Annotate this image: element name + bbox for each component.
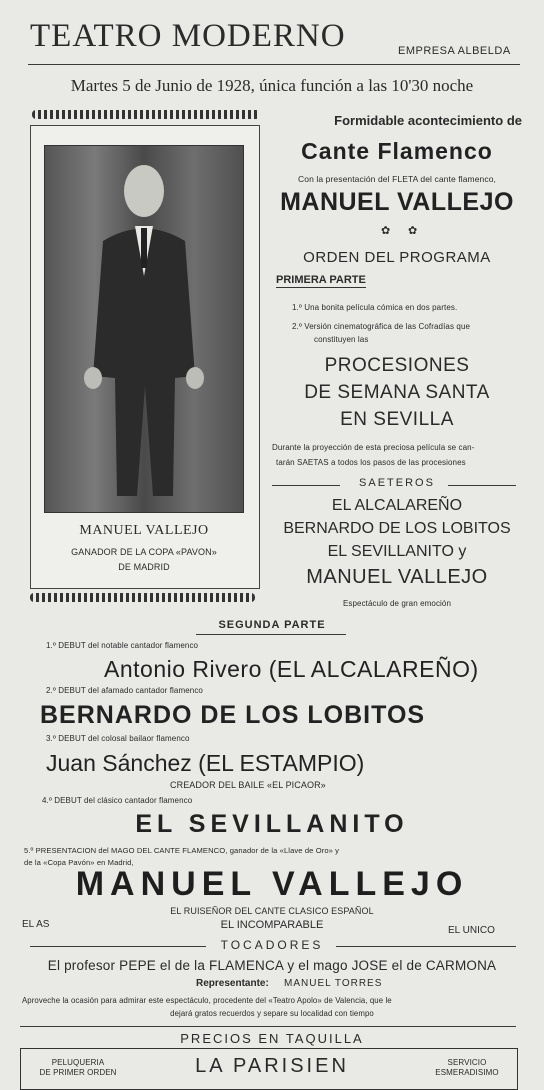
artist5-sub: EL RUISEÑOR DEL CANTE CLASICO ESPAÑOL [170,906,374,916]
star-name-top: MANUEL VALLEJO [280,188,514,216]
photo-caption-name: MANUEL VALLEJO [79,523,209,538]
procession-line-2: DE SEMANA SANTA [304,382,490,403]
photo-caption-line1: GANADOR DE LA COPA «PAVON» [71,547,217,557]
program-item-1: 1.º Una bonita película cómica en dos partes. [292,303,458,312]
representative-label: Representante: [196,978,269,989]
saetas-line-b: tarán SAETAS a todos los pasos de las procesiones [276,458,466,467]
event-line: Formidable acontecimiento de [334,113,522,128]
unico-label: EL UNICO [448,925,495,936]
ornament-top [32,110,260,119]
artist4-intro: 4.º DEBUT del clásico cantador flamenco [42,796,193,805]
artist2-intro: 2.º DEBUT del afamado cantador flamenco [46,686,203,695]
ornament-bottom [30,593,255,602]
ad-left-line1: PELUQUERIA [51,1058,105,1067]
header-rule [28,64,520,65]
emotion-line: Espectáculo de gran emoción [342,599,452,608]
incomparable-label: EL INCOMPARABLE [220,919,324,931]
saetas-line-a: Durante la proyección de esta preciosa película se can- [272,443,475,452]
saetero-3: EL SEVILLANITO y [327,543,467,560]
part2-heading: SEGUNDA PARTE [218,619,326,631]
ad-left-line2: DE PRIMER ORDEN [39,1068,117,1077]
artist1-intro: 1.º DEBUT del notable cantador flamenco [46,641,199,650]
photo-caption-line2: DE MADRID [118,562,170,572]
note-line-a: Aproveche la ocasión para admirar este espectáculo, procedente del «Teatro Apolo» de Valencia, que le [22,996,392,1005]
program-item-2b: constituyen las [314,335,369,344]
flower-icon-2: ✿ [408,225,418,237]
ad-right-line2: ESMERADISIMO [435,1068,499,1077]
artist1-name: Antonio Rivero (EL ALCALAREÑO) [104,656,479,682]
artist3-name: Juan Sánchez (EL ESTAMPIO) [46,750,365,776]
date-line: Martes 5 de Junio de 1928, única función a las 10'30 noche [70,76,474,95]
man-figure-icon [45,146,243,512]
procession-line-3: EN SEVILLA [340,409,454,430]
tocadores-line: El profesor PEPE el de la FLAMENCA y el mago JOSE el de CARMONA [47,958,497,973]
prices-heading: PRECIOS EN TAQUILLA [180,1031,364,1046]
artist3-sub: CREADOR DEL BAILE «EL PICAOR» [170,780,326,790]
tocadores-heading: TOCADORES [220,938,324,952]
portrait-photo [44,145,244,513]
artist2-name: BERNARDO DE LOS LOBITOS [40,701,426,729]
saetero-1: EL ALCALAREÑO [331,497,463,514]
footer-rule [20,1026,516,1027]
flower-icon-1: ✿ [381,225,391,237]
part2-rule [196,634,346,635]
presentation-line: Con la presentación del FLETA del cante flamenco, [298,174,496,184]
representative-name: MANUEL TORRES [284,978,383,989]
part1-heading: PRIMERA PARTE [276,274,366,286]
tocadores-rule-right [336,946,516,947]
saetero-star: MANUEL VALLEJO [306,566,488,588]
as-label: EL AS [22,919,50,930]
artist4-name: EL SEVILLANITO [135,810,409,838]
ad-center: LA PARISIEN [195,1055,349,1077]
saetero-2: BERNARDO DE LOS LOBITOS [283,520,511,537]
program-heading: ORDEN DEL PROGRAMA [303,249,491,266]
procession-line-1: PROCESIONES [324,355,470,376]
company-name: EMPRESA ALBELDA [398,45,511,57]
note-line-b: dejará gratos recuerdos y separe su localidad con tiempo [170,1009,374,1018]
saeteros-rule-right [448,485,516,486]
theatre-title: TEATRO MODERNO [30,18,346,54]
artist5-name: MANUEL VALLEJO [75,865,469,903]
artist5-intro-a: 5.º PRESENTACION del MAGO DEL CANTE FLAMENCO, ganador de la «Llave de Oro» y [24,846,340,855]
artist5-intro-b: de la «Copa Pavón» en Madrid, [24,858,134,867]
genre-title: Cante Flamenco [301,138,493,164]
ad-right-line1: SERVICIO [447,1058,487,1067]
saeteros-heading: SAETEROS [359,477,435,489]
program-item-2a: 2.º Versión cinematográfica de las Cofradías que [292,322,471,331]
artist3-intro: 3.º DEBUT del colosal bailaor flamenco [46,734,190,743]
